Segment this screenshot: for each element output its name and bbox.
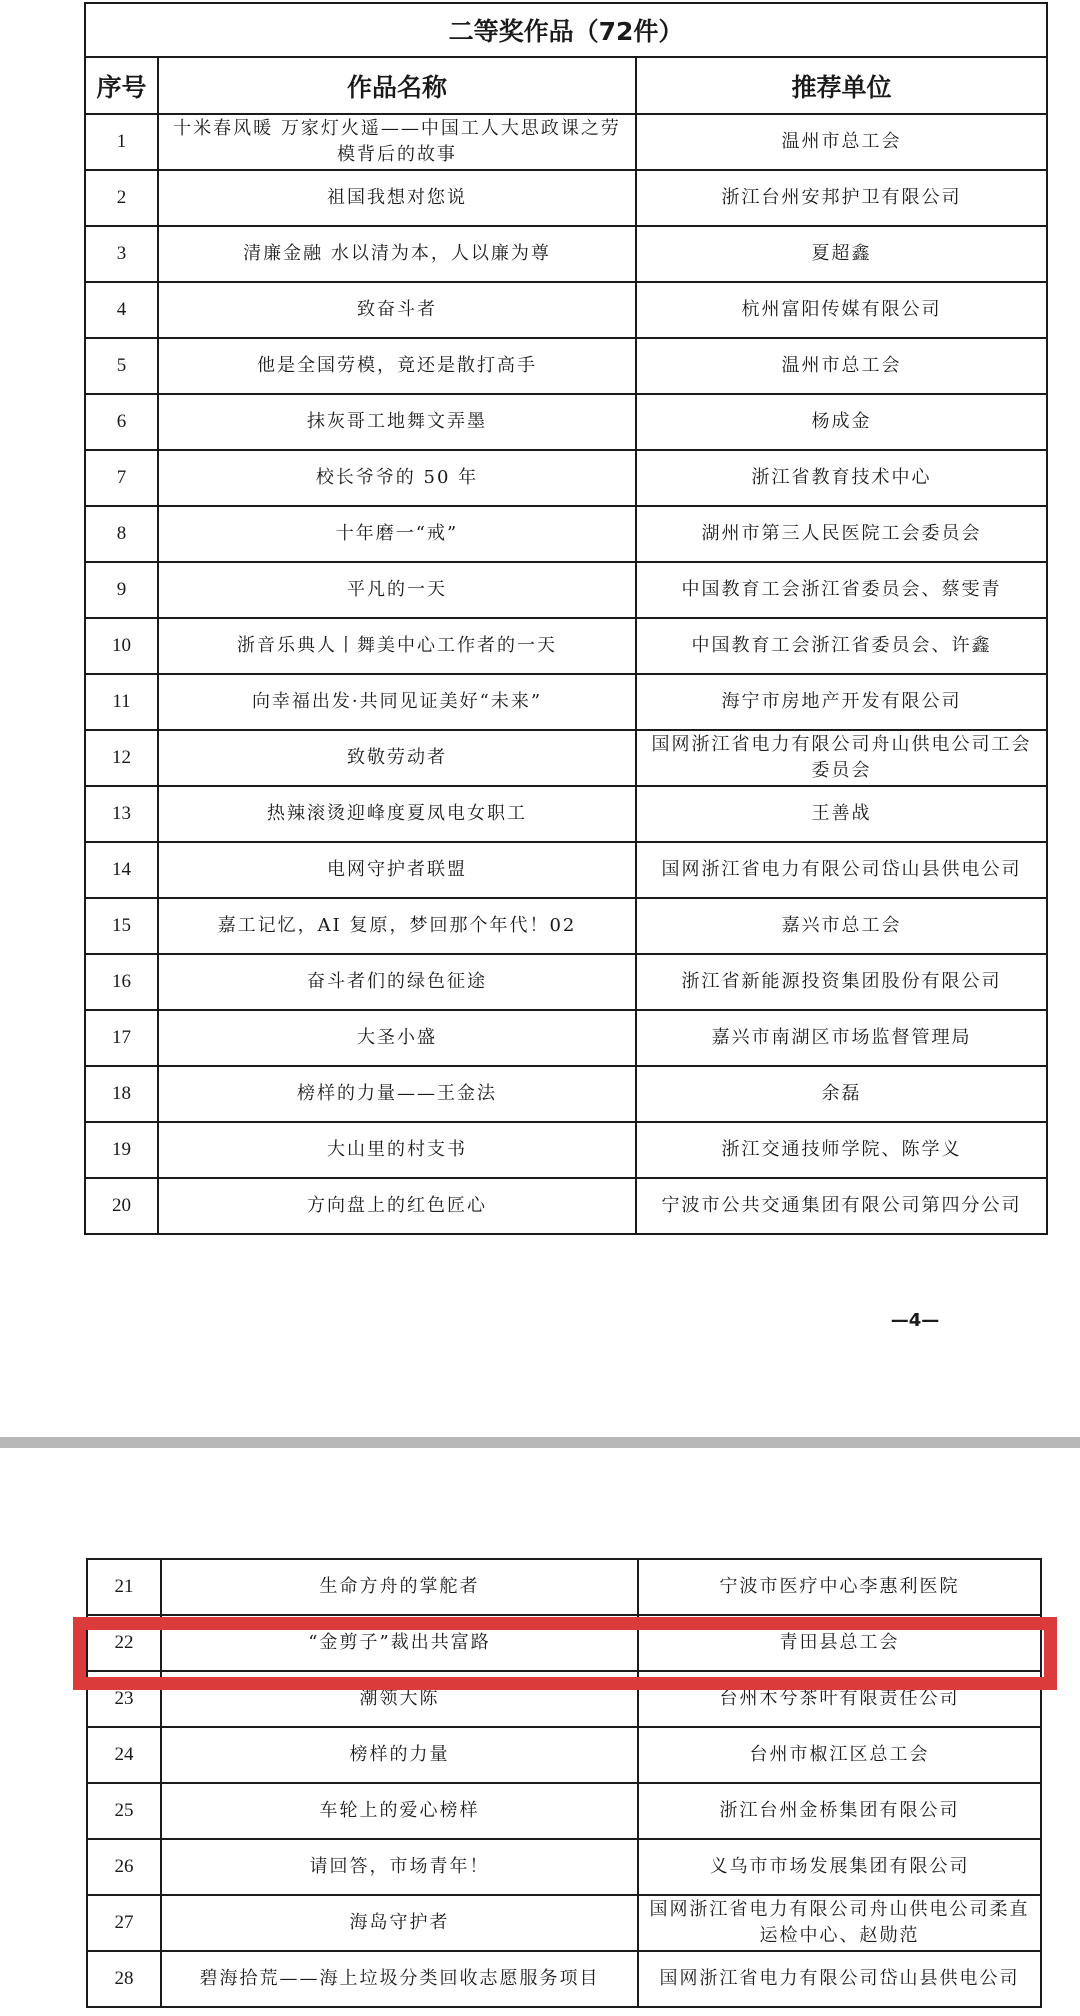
row-unit: 浙江交通技师学院、陈学义	[636, 1122, 1047, 1178]
row-name: 抹灰哥工地舞文弄墨	[158, 394, 636, 450]
row-no: 10	[85, 618, 158, 674]
table-row	[87, 1559, 1041, 1615]
page-number: —4—	[890, 1310, 940, 1331]
row-no: 9	[85, 562, 158, 618]
row-name: 嘉工记忆，AI 复原，梦回那个年代！02	[158, 898, 636, 954]
table-row	[85, 618, 1047, 674]
row-name: 平凡的一天	[158, 562, 636, 618]
row-unit: 国网浙江省电力有限公司岱山县供电公司	[638, 1951, 1041, 2007]
row-name: 祖国我想对您说	[158, 170, 636, 226]
row-unit: 台州市椒江区总工会	[638, 1727, 1041, 1783]
row-unit: 余磊	[636, 1066, 1047, 1122]
row-no: 6	[85, 394, 158, 450]
row-name: 向幸福出发·共同见证美好“未来”	[158, 674, 636, 730]
row-unit: 嘉兴市总工会	[636, 898, 1047, 954]
row-no: 26	[87, 1839, 161, 1895]
row-name: 车轮上的爱心榜样	[161, 1783, 638, 1839]
table-row	[87, 1839, 1041, 1895]
row-unit: 夏超鑫	[636, 226, 1047, 282]
row-name: 浙音乐典人丨舞美中心工作者的一天	[158, 618, 636, 674]
table-row	[87, 1951, 1041, 2007]
row-unit: 湖州市第三人民医院工会委员会	[636, 506, 1047, 562]
row-name: 海岛守护者	[161, 1895, 638, 1951]
header-unit: 推荐单位	[636, 57, 1047, 114]
row-no: 28	[87, 1951, 161, 2007]
page-divider	[0, 1437, 1080, 1448]
row-name: 大圣小盛	[158, 1010, 636, 1066]
table-row	[85, 1066, 1047, 1122]
row-no: 14	[85, 842, 158, 898]
row-name: 十年磨一“戒”	[158, 506, 636, 562]
table-row	[87, 1895, 1041, 1951]
row-unit: 宁波市医疗中心李惠利医院	[638, 1559, 1041, 1615]
row-name: 榜样的力量	[161, 1727, 638, 1783]
row-unit: 宁波市公共交通集团有限公司第四分公司	[636, 1178, 1047, 1234]
row-no: 12	[85, 730, 158, 786]
row-name: 十米春风暖 万家灯火遥——中国工人大思政课之劳模背后的故事	[158, 114, 636, 170]
row-unit: 嘉兴市南湖区市场监督管理局	[636, 1010, 1047, 1066]
row-no: 13	[85, 786, 158, 842]
row-no: 27	[87, 1895, 161, 1951]
table-row	[85, 786, 1047, 842]
award-table-second-prize	[84, 2, 1048, 1235]
award-table-continued	[86, 1558, 1042, 2008]
row-no: 23	[87, 1671, 161, 1727]
row-unit: 浙江台州安邦护卫有限公司	[636, 170, 1047, 226]
row-no: 21	[87, 1559, 161, 1615]
document-page-5	[0, 1448, 1080, 2016]
row-no: 5	[85, 338, 158, 394]
row-no: 17	[85, 1010, 158, 1066]
table-row	[85, 338, 1047, 394]
row-unit: 国网浙江省电力有限公司舟山供电公司工会委员会	[636, 730, 1047, 786]
row-no: 11	[85, 674, 158, 730]
row-unit: 国网浙江省电力有限公司岱山县供电公司	[636, 842, 1047, 898]
row-name: 生命方舟的掌舵者	[161, 1559, 638, 1615]
row-no: 2	[85, 170, 158, 226]
row-name: 校长爷爷的 50 年	[158, 450, 636, 506]
table-row	[85, 1122, 1047, 1178]
row-name: 请回答，市场青年！	[161, 1839, 638, 1895]
row-unit: 浙江省教育技术中心	[636, 450, 1047, 506]
row-name: 电网守护者联盟	[158, 842, 636, 898]
row-unit: 温州市总工会	[636, 338, 1047, 394]
row-no: 7	[85, 450, 158, 506]
row-no: 24	[87, 1727, 161, 1783]
row-unit: 海宁市房地产开发有限公司	[636, 674, 1047, 730]
row-unit: 浙江台州金桥集团有限公司	[638, 1783, 1041, 1839]
row-unit: 杭州富阳传媒有限公司	[636, 282, 1047, 338]
row-no: 22	[87, 1615, 161, 1671]
row-name: 碧海拾荒——海上垃圾分类回收志愿服务项目	[161, 1951, 638, 2007]
row-name: 潮领大陈	[161, 1671, 638, 1727]
row-name: 他是全国劳模，竟还是散打高手	[158, 338, 636, 394]
row-name: 大山里的村支书	[158, 1122, 636, 1178]
table-row	[85, 282, 1047, 338]
row-no: 4	[85, 282, 158, 338]
row-unit: 杨成金	[636, 394, 1047, 450]
table-row	[85, 898, 1047, 954]
row-name: 致奋斗者	[158, 282, 636, 338]
row-no: 8	[85, 506, 158, 562]
row-name: 榜样的力量——王金法	[158, 1066, 636, 1122]
row-unit: 中国教育工会浙江省委员会、蔡雯青	[636, 562, 1047, 618]
table-row	[85, 394, 1047, 450]
row-unit: 温州市总工会	[636, 114, 1047, 170]
table-title: 二等奖作品（72件）	[85, 3, 1047, 57]
row-name: “金剪子”裁出共富路	[161, 1615, 638, 1671]
row-unit: 浙江省新能源投资集团股份有限公司	[636, 954, 1047, 1010]
header-name: 作品名称	[158, 57, 636, 114]
table-row	[85, 842, 1047, 898]
row-no: 1	[85, 114, 158, 170]
row-no: 16	[85, 954, 158, 1010]
table-row	[87, 1671, 1041, 1727]
row-no: 18	[85, 1066, 158, 1122]
row-name: 清廉金融 水以清为本，人以廉为尊	[158, 226, 636, 282]
table-row	[85, 170, 1047, 226]
table-row	[87, 1783, 1041, 1839]
header-no: 序号	[85, 57, 158, 114]
row-name: 奋斗者们的绿色征途	[158, 954, 636, 1010]
table-row	[85, 226, 1047, 282]
table-row	[85, 506, 1047, 562]
table-row	[85, 1178, 1047, 1234]
row-unit: 中国教育工会浙江省委员会、许鑫	[636, 618, 1047, 674]
table-row	[85, 562, 1047, 618]
row-unit: 台州木兮茶叶有限责任公司	[638, 1671, 1041, 1727]
row-unit: 义乌市市场发展集团有限公司	[638, 1839, 1041, 1895]
row-no: 20	[85, 1178, 158, 1234]
row-unit: 青田县总工会	[638, 1615, 1041, 1671]
table-row	[85, 450, 1047, 506]
row-name: 致敬劳动者	[158, 730, 636, 786]
row-no: 3	[85, 226, 158, 282]
table-row	[85, 730, 1047, 786]
row-unit: 王善战	[636, 786, 1047, 842]
row-name: 方向盘上的红色匠心	[158, 1178, 636, 1234]
table-row	[85, 114, 1047, 170]
table-row	[87, 1727, 1041, 1783]
row-unit: 国网浙江省电力有限公司舟山供电公司柔直运检中心、赵勋范	[638, 1895, 1041, 1951]
table-header-row	[85, 57, 1047, 114]
table-row	[85, 954, 1047, 1010]
table-row-highlighted	[87, 1615, 1041, 1671]
row-no: 25	[87, 1783, 161, 1839]
table-row	[85, 674, 1047, 730]
row-no: 15	[85, 898, 158, 954]
row-name: 热辣滚烫迎峰度夏凤电女职工	[158, 786, 636, 842]
row-no: 19	[85, 1122, 158, 1178]
table-row	[85, 1010, 1047, 1066]
